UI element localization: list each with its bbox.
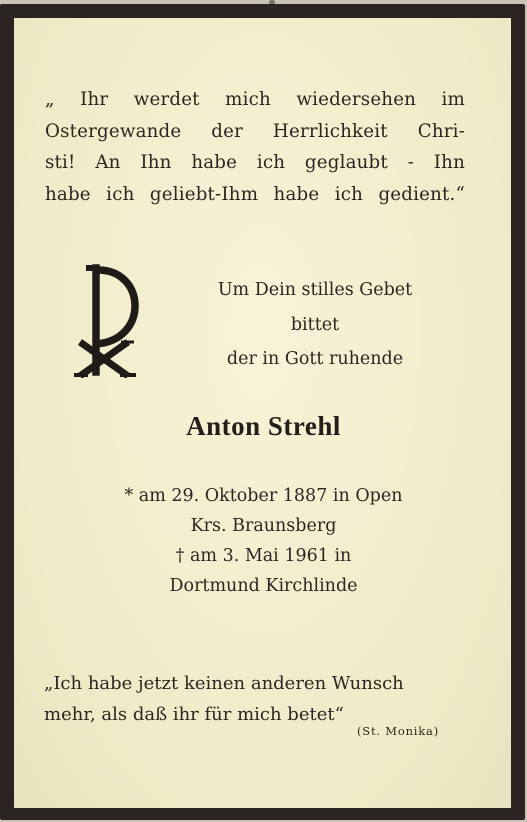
prayer-line: der in Gott ruhende — [226, 349, 404, 369]
death-place-line: Dortmund Kirchlinde — [169, 576, 358, 596]
chi-rho-icon — [74, 258, 146, 378]
opening-quote-line: Ostergewande der Herrlichkeit Chri- — [45, 120, 465, 142]
deceased-name: Anton Strehl — [186, 411, 341, 441]
death-line: † am 3. Mai 1961 in — [175, 546, 352, 566]
opening-quote-line: sti! An Ihn habe ich geglaubt - Ihn — [45, 152, 465, 173]
closing-quote-line: „Ich habe jetzt keinen anderen Wunsch — [44, 673, 404, 694]
prayer-line: Um Dein stilles Gebet — [217, 280, 413, 300]
prayer-request — [180, 273, 450, 377]
closing-quote — [44, 668, 464, 730]
birth-line: * am 29. Oktober 1887 in Open — [124, 486, 403, 506]
opening-quote-line: habe ich geliebt-Ihm habe ich gedient.“ — [45, 183, 465, 205]
opening-quote — [45, 84, 465, 210]
quote-attribution: (St. Monika) — [357, 724, 439, 738]
birth-place-line: Krs. Braunsberg — [190, 516, 337, 536]
closing-quote-line: mehr, als daß ihr für mich betet“ — [44, 704, 344, 725]
opening-quote-line: „ Ihr werdet mich wiedersehen im — [45, 89, 465, 110]
life-dates — [0, 481, 527, 601]
prayer-line: bittet — [290, 314, 340, 335]
